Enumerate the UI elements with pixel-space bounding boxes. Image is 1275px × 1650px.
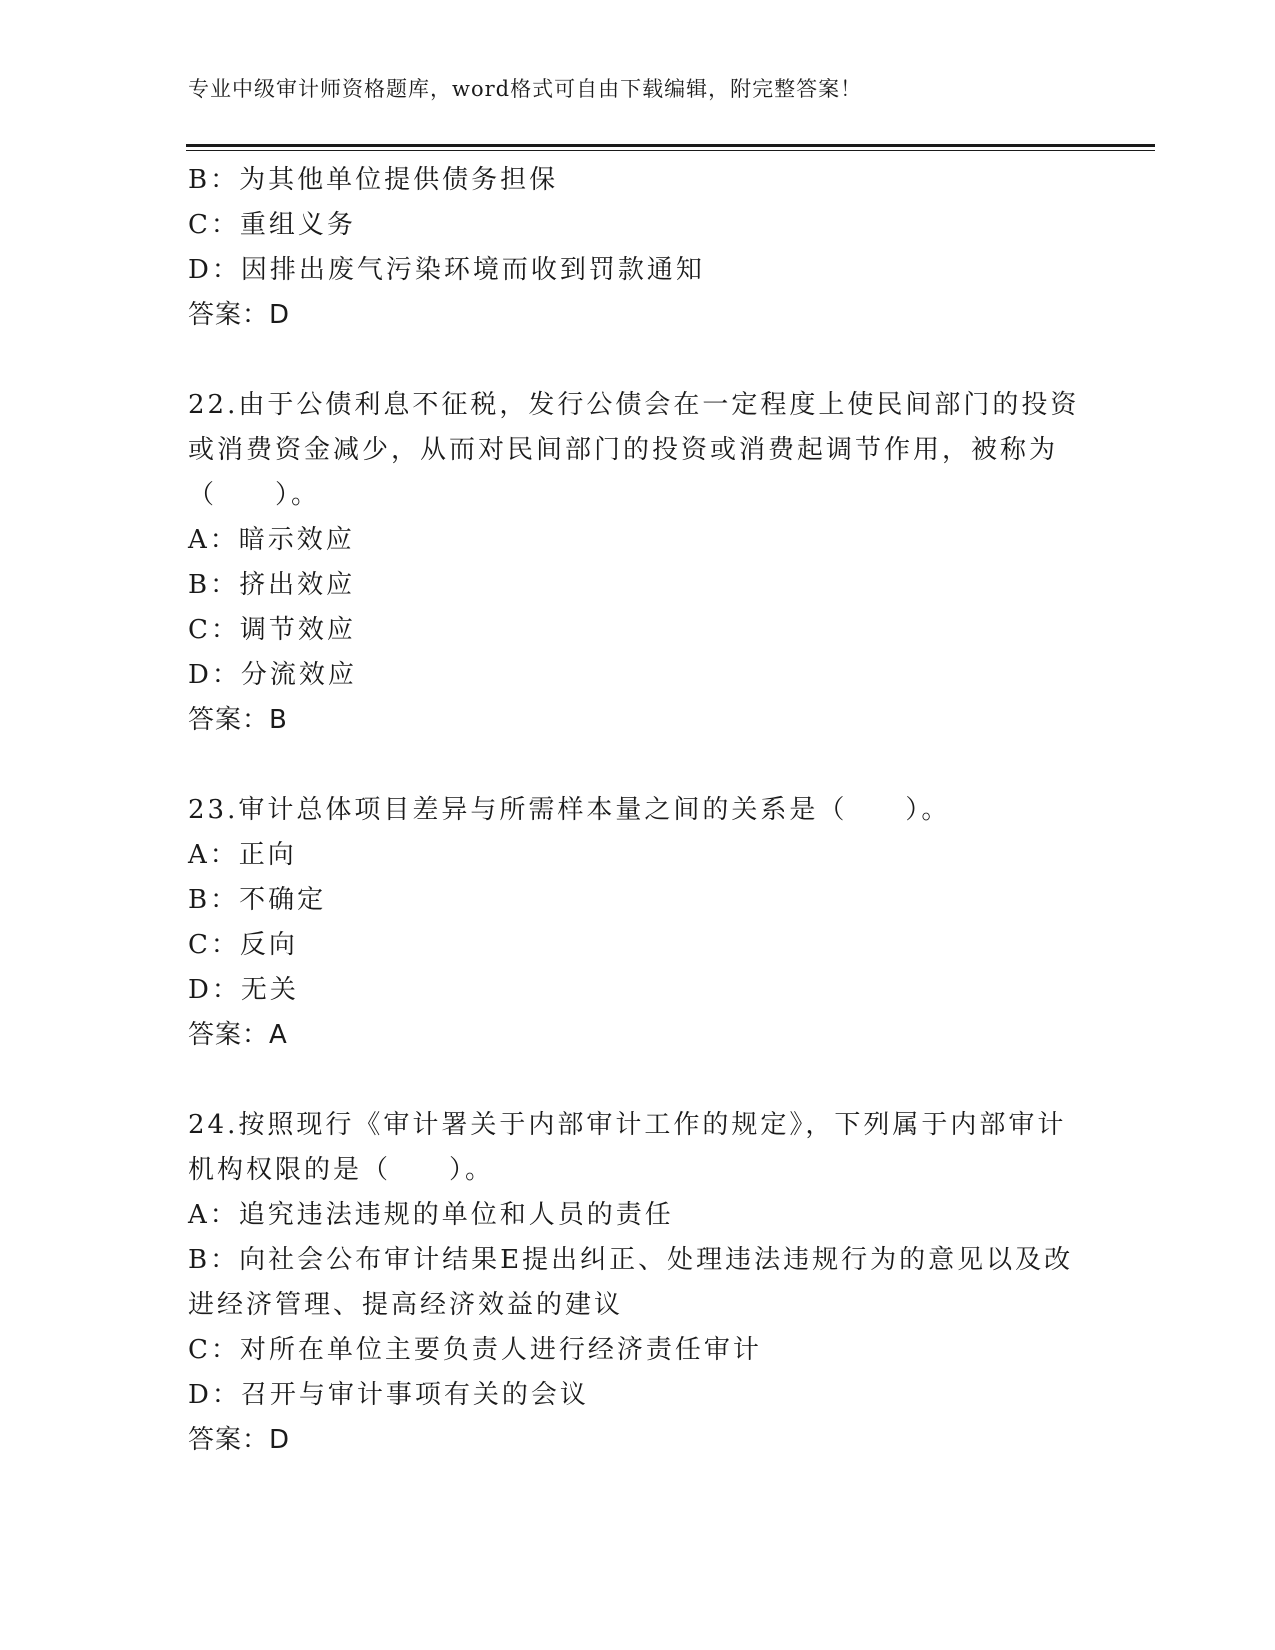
question-block [188,383,1080,743]
answer-line: 答案：B [188,705,288,735]
question-line: 进经济管理、提高经济效益的建议 [188,1290,624,1320]
question-line: 24.按照现行《审计署关于内部审计工作的规定》，下列属于内部审计 [188,1110,1067,1140]
question-line: C：重组义务 [188,210,356,240]
question-line: C：对所在单位主要负责人进行经济责任审计 [188,1335,762,1365]
question-line: 机构权限的是（ ）。 [188,1155,495,1185]
header-rule-thick [186,144,1155,147]
page-header: 专业中级审计师资格题库，word格式可自由下载编辑，附完整答案！ [188,77,863,101]
answer-line: 答案：D [188,1425,291,1455]
question-content [188,158,1080,1508]
question-line: （ ）。 [188,480,321,510]
question-line: D：因排出废气污染环境而收到罚款通知 [188,255,705,285]
question-line: 23.审计总体项目差异与所需样本量之间的关系是（ ）。 [188,795,951,825]
question-block [188,1103,1074,1463]
answer-line: 答案：A [188,1020,288,1050]
header-rule-thin [186,150,1155,151]
question-line: 或消费资金减少，从而对民间部门的投资或消费起调节作用，被称为 [188,435,1059,465]
question-line: A：追究违法违规的单位和人员的责任 [188,1200,674,1230]
question-line: A：正向 [188,840,297,870]
question-line: A：暗示效应 [188,525,355,555]
question-line: C：反向 [188,930,298,960]
answer-line: 答案：D [188,300,291,330]
question-line: B：为其他单位提供债务担保 [188,165,559,195]
question-line: B：不确定 [188,885,327,915]
question-line: D：分流效应 [188,660,357,690]
question-block [188,158,1068,338]
question-line: B：向社会公布审计结果E提出纠正、处理违法违规行为的意见以及改 [188,1245,1074,1275]
question-line: D：无关 [188,975,299,1005]
question-line: C：调节效应 [188,615,356,645]
question-line: D：召开与审计事项有关的会议 [188,1380,589,1410]
question-block [188,788,1068,1058]
question-line: B：挤出效应 [188,570,356,600]
question-line: 22.由于公债利息不征税，发行公债会在一定程度上使民间部门的投资 [188,390,1080,420]
